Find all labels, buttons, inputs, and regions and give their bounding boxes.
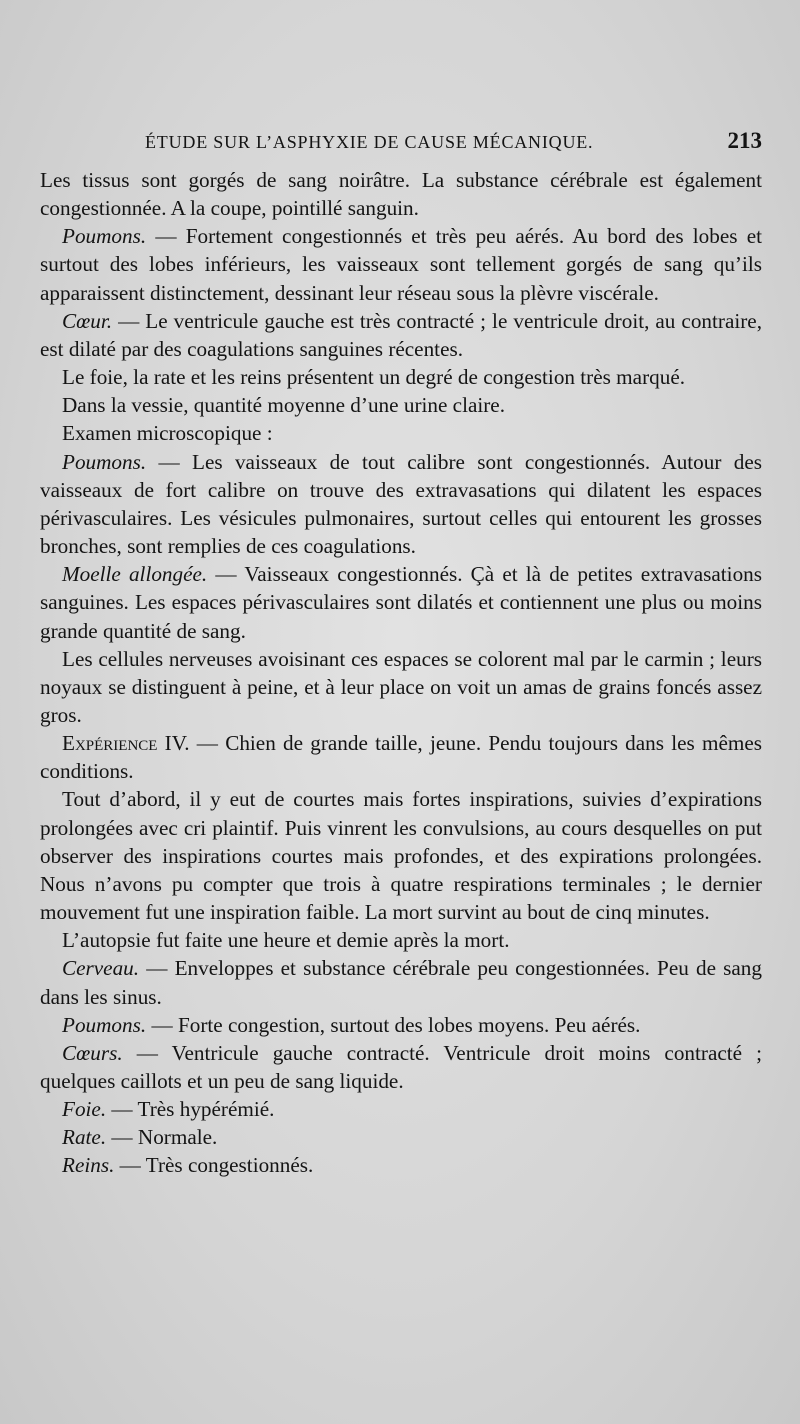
paragraph-text: — Enveloppes et substance cérébrale peu congestionnées. Peu de sang dans les sinus. (40, 956, 762, 1009)
paragraph-lead: Moelle allongée. (62, 562, 208, 587)
running-head (40, 128, 762, 160)
body-text (40, 166, 762, 1180)
paragraph (40, 1123, 762, 1151)
paragraph (40, 1095, 762, 1123)
paragraph-lead: Poumons. (62, 1012, 147, 1037)
running-title: ÉTUDE SUR L’ASPHYXIE DE CAUSE MÉCANIQUE. (145, 132, 594, 152)
paragraph-lead: Poumons. (62, 449, 147, 474)
paragraph-text: — Chien de grande taille, jeune. Pendu toujours dans les mêmes conditions. (40, 731, 762, 784)
paragraph (40, 729, 762, 785)
paragraph (40, 222, 762, 306)
paragraph-text: Dans la vessie, quantité moyenne d’une urine claire. (62, 393, 506, 418)
paragraph-lead: Poumons. (62, 224, 147, 249)
paragraph (40, 448, 762, 561)
paragraph-lead: Cœurs. (62, 1040, 123, 1065)
paragraph-text: Tout d’abord, il y eut de courtes mais fortes inspirations, suivies d’expirations prolongées avec cri plaintif. Puis vinrent les convulsions, au cours desquelles on put observer des inspirations courtes mais profondes, et des expirations prolongées. Nous n’avons pu compter que trois à quatre respirations terminales ; le dernier mouvement fut une inspiration faible. La mort survint au bout de cinq minutes. (40, 787, 762, 925)
paragraph-text: — Normale. (106, 1125, 218, 1150)
paragraph-lead: Cerveau. (62, 956, 140, 981)
paragraph (40, 954, 762, 1010)
paragraph-lead: Rate. (62, 1125, 107, 1150)
paragraph-text: Les cellules nerveuses avoisinant ces espaces se colorent mal par le carmin ; leurs noyaux se distinguent à peine, et à leur place on voit un amas de grains foncés assez gros. (40, 646, 762, 727)
paragraph (40, 1011, 762, 1039)
paragraph (40, 363, 762, 391)
paragraph (40, 785, 762, 926)
paragraph-text: — Très congestionnés. (114, 1153, 314, 1178)
paragraph (40, 307, 762, 363)
paragraph (40, 1039, 762, 1095)
paragraph-text: — Très hypérémié. (106, 1097, 275, 1122)
paragraph-lead: Reins. (62, 1153, 115, 1178)
paragraph (40, 926, 762, 954)
paragraph (40, 419, 762, 447)
page-number: 213 (727, 128, 762, 153)
paragraph (40, 391, 762, 419)
paragraph-text: Les tissus sont gorgés de sang noirâtre. La substance cérébrale est également congestionnée. A la coupe, pointillé sanguin. (40, 168, 762, 221)
paragraph-lead: Foie. (62, 1097, 107, 1122)
paragraph (40, 560, 762, 644)
paragraph-text: — Les vaisseaux de tout calibre sont congestionnés. Autour des vaisseaux de fort calibre on trouve des extravasations qui dilatent les espaces périvasculaires. Les vésicules pulmonaires, surtout celles qui entourent les grosses bronches, sont remplies de ces coagulations. (40, 449, 762, 559)
paragraph-text: Le foie, la rate et les reins présentent un degré de congestion très marqué. (62, 365, 686, 390)
paragraph-text: — Forte congestion, surtout des lobes moyens. Peu aérés. (146, 1012, 641, 1037)
paragraph (40, 1151, 762, 1179)
paragraph-text: — Le ventricule gauche est très contracté ; le ventricule droit, au contraire, est dilaté par des coagulations sanguines récentes. (40, 308, 762, 361)
paragraph (40, 645, 762, 729)
paragraph-lead: Cœur. (62, 308, 113, 333)
paragraph-text: L’autopsie fut faite une heure et demie après la mort. (62, 928, 510, 953)
paragraph (40, 166, 762, 222)
paragraph-text: — Vaisseaux congestionnés. Çà et là de petites extravasations sanguines. Les espaces périvasculaires sont dilatés et contiennent une plus ou moins grande quantité de sang. (40, 562, 763, 643)
experiment-heading: Expérience IV. (62, 731, 190, 756)
paragraph-text: — Ventricule gauche contracté. Ventricule droit moins contracté ; quelques caillots et un peu de sang liquide. (40, 1040, 762, 1093)
paragraph-text: — Fortement congestionnés et très peu aérés. Au bord des lobes et surtout des lobes inférieurs, les vaisseaux sont tellement gorgés de sang qu’ils apparaissent distinctement, dessinant leur réseau sous la plèvre viscérale. (40, 224, 762, 305)
paragraph-text: Examen microscopique : (62, 421, 273, 446)
